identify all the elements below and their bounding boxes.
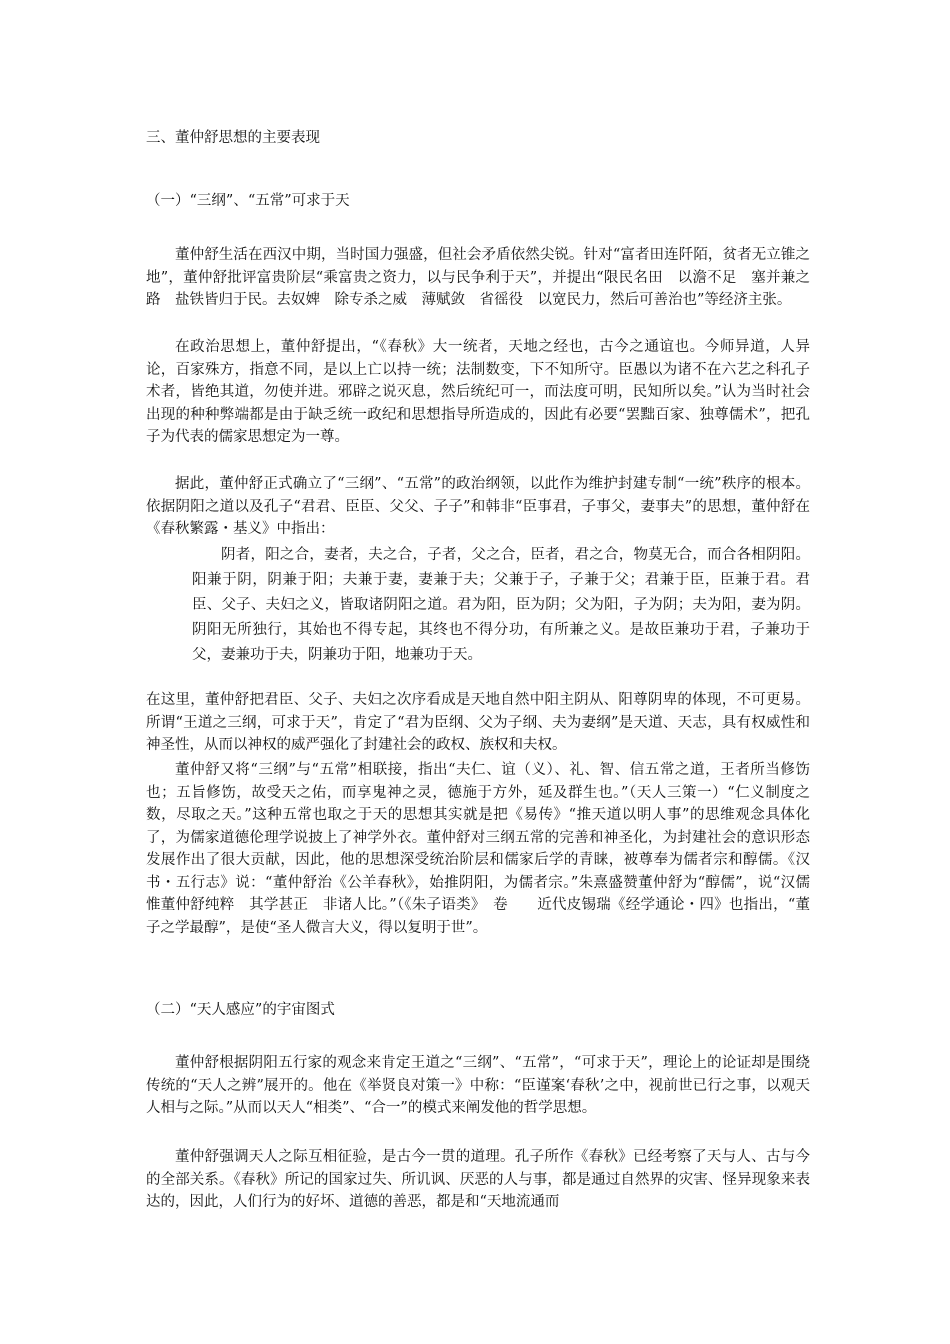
block-quote (146, 543, 810, 668)
paragraph-1: 董仲舒生活在西汉中期，当时国力强盛，但社会矛盾依然尖锐。针对“富者田连阡陌，贫者无立锥之地”，董仲舒批评富贵阶层“乘富贵之资力，以与民争利于天”，并提出“限民名田 以澹不足 塞并兼之路 盐铁皆归于民。去奴婢 除专杀之威 薄赋敛 省徭役 以宽民力，然后可善治也”等经济主张。 (146, 247, 810, 308)
paragraph-6: 董仲舒根据阴阳五行家的观念来肯定王道之“三纲”、“五常”，“可求于天”，理论上的论证却是围绕传统的“天人之辨”展开的。他在《举贤良对策一》中称：“臣谨案‘春秋’之中，视前世已行之事，以观天人相与之际。”从而以天人“相类”、“合一”的模式来阐发他的哲学思想。 (146, 1055, 810, 1116)
paragraph-7: 董仲舒强调天人之际互相征验，是古今一贯的道理。孔子所作《春秋》已经考察了天与人、古与今的全部关系。《春秋》所记的国家过失、所讥讽、厌恶的人与事，都是通过自然界的灾害、怪异现象来表达的，因此，人们行为的好坏、道德的善恶，都是和“天地流通而 (146, 1149, 810, 1210)
paragraph-2: 在政治思想上，董仲舒提出，“《春秋》大一统者，天地之经也，古今之通谊也。今师异道，人异论，百家殊方，指意不同，是以上亡以持一统；法制数变，下不知所守。臣愚以为诸不在六艺之科孔子术者，皆绝其道，勿使并进。邪辟之说灭息，然后统纪可一，而法度可明，民知所以矣。”认为当时社会出现的种种弊端都是由于缺乏统一政纪和思想指导所造成的，因此有必要“罢黜百家、独尊儒术”，把孔子为代表的儒家思想定为一尊。 (146, 339, 810, 445)
section-title: 三、董仲舒思想的主要表现 (146, 130, 320, 146)
paragraph-4: 在这里，董仲舒把君臣、父子、夫妇之次序看成是天地自然中阳主阴从、阳尊阴卑的体现，不可更易。所谓“王道之三纲，可求于天”，肯定了“君为臣纲、父为子纲、夫为妻纲”是天道、天志，具有权威性和神圣性，从而以神权的威严强化了封建社会的政权、族权和夫权。 (146, 692, 810, 753)
subsection-title-2: （二）“天人感应”的宇宙图式 (146, 1002, 335, 1018)
quote-text: 阴者，阳之合，妻者，夫之合，子者，父之合，臣者，君之合，物莫无合，而合各相阴阳。阳兼于阴，阴兼于阳；夫兼于妻，妻兼于夫；父兼于子，子兼于父；君兼于臣，臣兼于君。君臣、父子、夫妇之义，皆取诸阴阳之道。君为阳，臣为阴；父为阳，子为阴；夫为阳，妻为阴。阴阳无所独行，其始也不得专起，其终也不得分功，有所兼之义。是故臣兼功于君，子兼功于父，妻兼功于夫，阴兼功于阳，地兼功于天。 (192, 547, 810, 663)
subsection-title-1: （一）“三纲”、“五常”可求于天 (146, 193, 350, 209)
paragraph-5: 董仲舒又将“三纲”与“五常”相联接，指出“夫仁、谊（义）、礼、智、信五常之道，王者所当修饬也；五旨修饬，故受天之佑，而享鬼神之灵，德施于方外，延及群生也。”（天人三策一）“仁义制度之数，尽取之天。”这种五常也取之于天的思想其实就是把《易传》“推天道以明人事”的思维观念具体化了，为儒家道德伦理学说披上了神学外衣。董仲舒对三纲五常的完善和神圣化，为封建社会的意识形态发展作出了很大贡献，因此，他的思想深受统治阶层和儒家后学的青睐，被尊奉为儒者宗和醇儒。《汉书・五行志》说：“董仲舒治《公羊春秋》，始推阴阳，为儒者宗。”朱熹盛赞董仲舒为“醇儒”，说“汉儒 惟董仲舒纯粹 其学甚正 非诸人比。”（《朱子语类》 卷 近代皮锡瑞《经学通论・四》也指出，“董子之学最醇”，是使“圣人微言大义，得以复明于世”。 (146, 762, 825, 936)
paragraph-3: 据此，董仲舒正式确立了“三纲”、“五常”的政治纲领，以此作为维护封建专制“一统”秩序的根本。依据阴阳之道以及孔子“君君、臣臣、父父、子子”和韩非“臣事君，子事父，妻事夫”的思想，董仲舒在《春秋繁露・基义》中指出： (146, 476, 810, 537)
